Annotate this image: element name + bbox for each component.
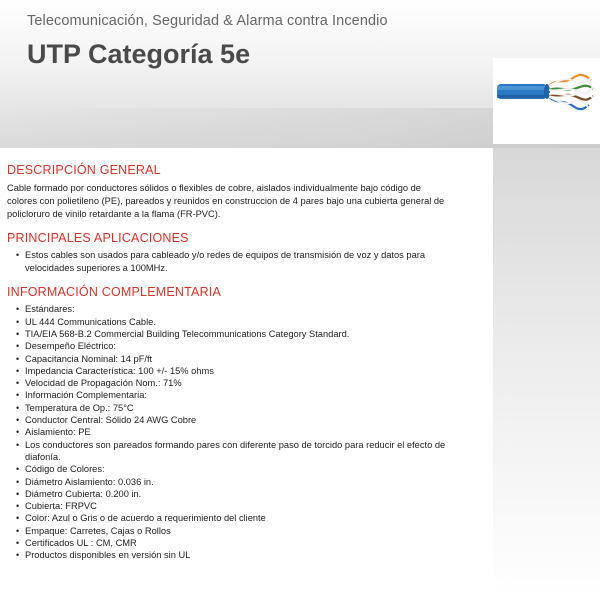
list-item: • TIA/EIA 568-B.2 Commercial Building Telecommunications Category Standard. [7, 328, 465, 340]
list-item: • Cubierta: FRPVC [7, 500, 465, 512]
utp-cable-image [493, 58, 600, 144]
page-subtitle: Telecomunicación, Seguridad & Alarma contra Incendio [27, 13, 388, 29]
section-descripcion-general [7, 163, 457, 220]
list-item: • Información Complementaria: [7, 389, 465, 401]
list-item: • UL 444 Communications Cable. [7, 316, 465, 328]
section-heading: DESCRIPCIÓN GENERAL [7, 163, 161, 177]
list-item: • Código de Colores: [7, 463, 465, 475]
applications-list [7, 249, 457, 274]
list-item: • Conductor Central: Sólido 24 AWG Cobre [7, 414, 465, 426]
section-principales-aplicaciones [7, 231, 457, 274]
list-item: • Los conductores son pareados formando pares con diferente paso de torcido para reducir el efecto de diafonía. [7, 439, 465, 464]
description-paragraph: Cable formado por conductores sólidos o flexibles de cobre, aislados individualmente bajo código de colores con polietileno (PE), pareados y reunidos en construccion de 4 pares bajo una cubierta general de policloruro de vinilo retardante a la flama (FR-PVC). [7, 183, 445, 219]
list-item: • Productos disponibles en versión sin UL [7, 549, 465, 561]
list-item: • Aislamiento: PE [7, 426, 465, 438]
list-item: • Color: Azul o Gris o de acuerdo a requerimiento del cliente [7, 512, 465, 524]
info-list [7, 303, 457, 561]
list-item: • Estándares: [7, 303, 465, 315]
list-item: • Temperatura de Op.: 75°C [7, 402, 465, 414]
list-item: • Velocidad de Propagación Nom.: 71% [7, 377, 465, 389]
section-heading: INFORMACIÓN COMPLEMENTARIA [7, 285, 222, 300]
main-content [7, 163, 457, 562]
side-decoration [493, 148, 600, 600]
section-informacion-complementaria [7, 285, 457, 561]
list-item: • Certificados UL : CM, CMR [7, 537, 465, 549]
list-item: • Diámetro Cubierta: 0.200 in. [7, 488, 465, 500]
list-item: • Desempeño Eléctrico: [7, 340, 465, 352]
list-item: • Diámetro Aislamiento: 0.036 in. [7, 476, 465, 488]
section-heading: PRINCIPALES APLICACIONES [7, 231, 189, 246]
list-item: • Capacitancia Nominal: 14 pF/ft [7, 353, 465, 365]
list-item: • Empaque: Carretes, Cajas o Rollos [7, 525, 465, 537]
list-item: • Impedancia Característica: 100 +/- 15% ohms [7, 365, 465, 377]
list-item: • Estos cables son usados para cableado y/o redes de equipos de transmisión de voz y datos para velocidades superiores a 100MHz. [7, 249, 445, 274]
page-title: UTP Categoría 5e [27, 39, 251, 69]
